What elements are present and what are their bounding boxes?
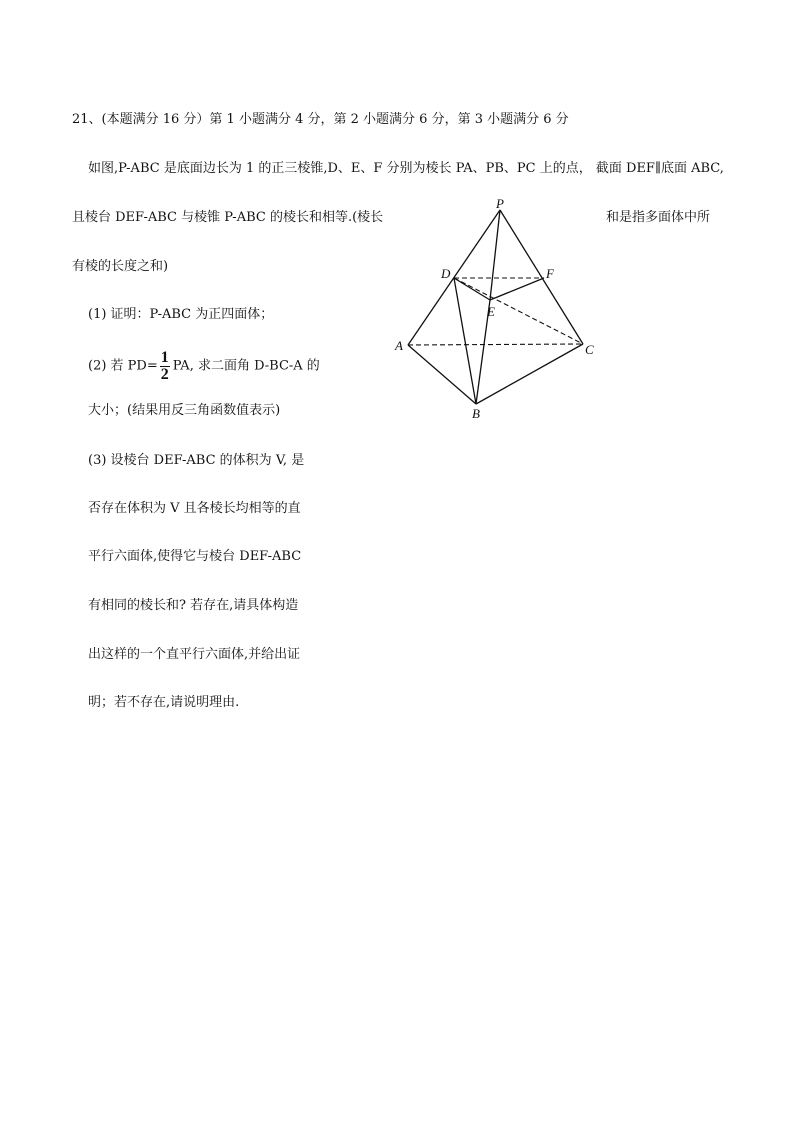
edge-AB xyxy=(408,345,476,404)
part-2-line-2: 大小；(结果用反三角函数值表示) xyxy=(88,403,281,418)
fraction-one-half xyxy=(160,350,170,383)
fraction-denominator: 2 xyxy=(160,366,169,383)
label-C: C xyxy=(585,342,594,357)
problem-intro-line-2-right: 和是指多面体中所 xyxy=(606,210,711,225)
hidden-edge-AC xyxy=(408,344,583,345)
edge-DB xyxy=(454,278,476,404)
part-3-line-1: (3) 设棱台 DEF-ABC 的体积为 V, 是 xyxy=(88,453,305,468)
problem-intro-line-3: 有棱的长度之和) xyxy=(72,259,169,274)
label-B: B xyxy=(472,406,480,421)
fraction-numerator: 1 xyxy=(160,349,169,366)
label-D: D xyxy=(441,266,451,281)
label-E: E xyxy=(487,304,495,319)
problem-intro-line-2-left: 且棱台 DEF-ABC 与棱锥 P-ABC 的棱长和相等.(棱长 xyxy=(72,210,384,225)
pyramid-figure xyxy=(388,196,608,428)
part-2-prefix: (2) 若 PD= xyxy=(88,358,158,374)
part-2-line-1 xyxy=(88,350,320,386)
part-3-line-5: 出这样的一个直平行六面体,并给出证 xyxy=(88,647,301,662)
problem-header: 21、(本题满分 16 分）第 1 小题满分 4 分，第 2 小题满分 6 分，第 3 小题满分 6 分 xyxy=(72,112,569,127)
label-P: P xyxy=(496,196,504,211)
part-3-line-4: 有相同的棱长和? 若存在,请具体构造 xyxy=(88,598,299,613)
part-3-line-6: 明；若不存在,请说明理由. xyxy=(88,695,240,710)
part-3-line-2: 否存在体积为 V 且各棱长均相等的直 xyxy=(88,501,301,516)
pyramid-diagram xyxy=(388,196,608,428)
label-A: A xyxy=(395,338,403,353)
problem-intro-line-1: 如图,P-ABC 是底面边长为 1 的正三棱锥,D、E、F 分别为棱长 PA、PB、PC 上的点， 截面 DEF∥底面 ABC, xyxy=(88,161,724,176)
edge-BC xyxy=(476,344,583,404)
edge-DE xyxy=(454,278,490,300)
part-1-text: (1) 证明：P-ABC 为正四面体； xyxy=(88,307,274,322)
part-2-suffix: PA, 求二面角 D-BC-A 的 xyxy=(172,358,320,374)
edge-PC xyxy=(500,210,583,344)
edge-EF xyxy=(490,278,544,300)
label-F: F xyxy=(546,266,554,281)
part-3-line-3: 平行六面体,使得它与棱台 DEF-ABC xyxy=(88,549,302,564)
